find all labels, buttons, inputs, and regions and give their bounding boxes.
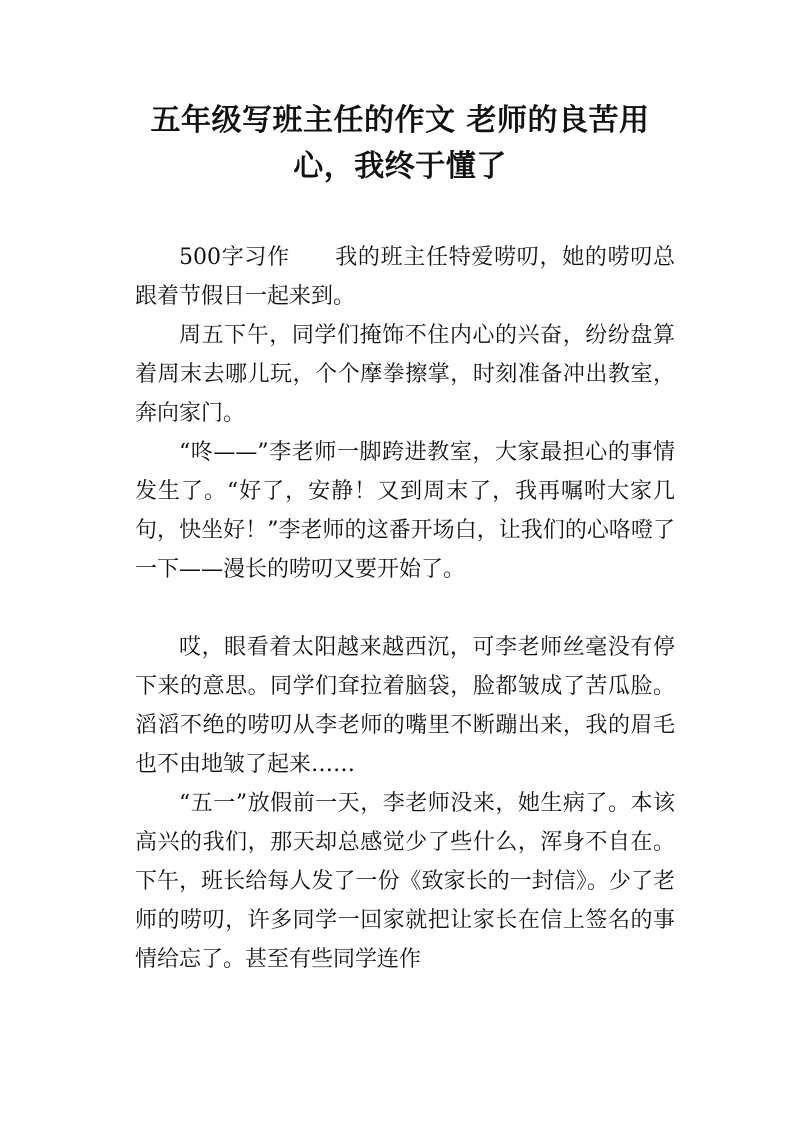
title-line-1: 五年级写班主任的作文 老师的良苦用 (150, 103, 650, 138)
document-body (135, 238, 675, 979)
document-title (120, 98, 680, 190)
paragraph-4: 哎，眼看着太阳越来越西沉，可李老师丝毫没有停下来的意思。同学们耷拉着脑袋，脸都皱成了苦瓜脸。滔滔不绝的唠叨从李老师的嘴里不断蹦出来，我的眉毛也不由地皱了起来…… (135, 635, 675, 777)
paragraph-5: “五一”放假前一天，李老师没来，她生病了。本该高兴的我们，那天却总感觉少了些什么，浑身不自在。下午，班长给每人发了一份《致家长的一封信》。少了老师的唠叨，许多同学一回家就把让家长在信上签名的事情给忘了。甚至有些同学连作 (135, 791, 675, 972)
paragraph-3: “咚——”李老师一脚跨进教室，大家最担心的事情发生了。“好了，安静！又到周末了，我再嘱咐大家几句，快坐好！”李老师的这番开场白，让我们的心咯噔了一下——漫长的唠叨又要开始了。 (135, 440, 675, 582)
title-line-2: 心，我终于懂了 (293, 149, 507, 184)
paragraph-1: 500字习作 我的班主任特爱唠叨，她的唠叨总跟着节假日一起来到。 (135, 245, 675, 309)
paragraph-2: 周五下午，同学们掩饰不住内心的兴奋，纷纷盘算着周末去哪儿玩，个个摩拳擦掌，时刻准备冲出教室，奔向家门。 (135, 323, 675, 426)
